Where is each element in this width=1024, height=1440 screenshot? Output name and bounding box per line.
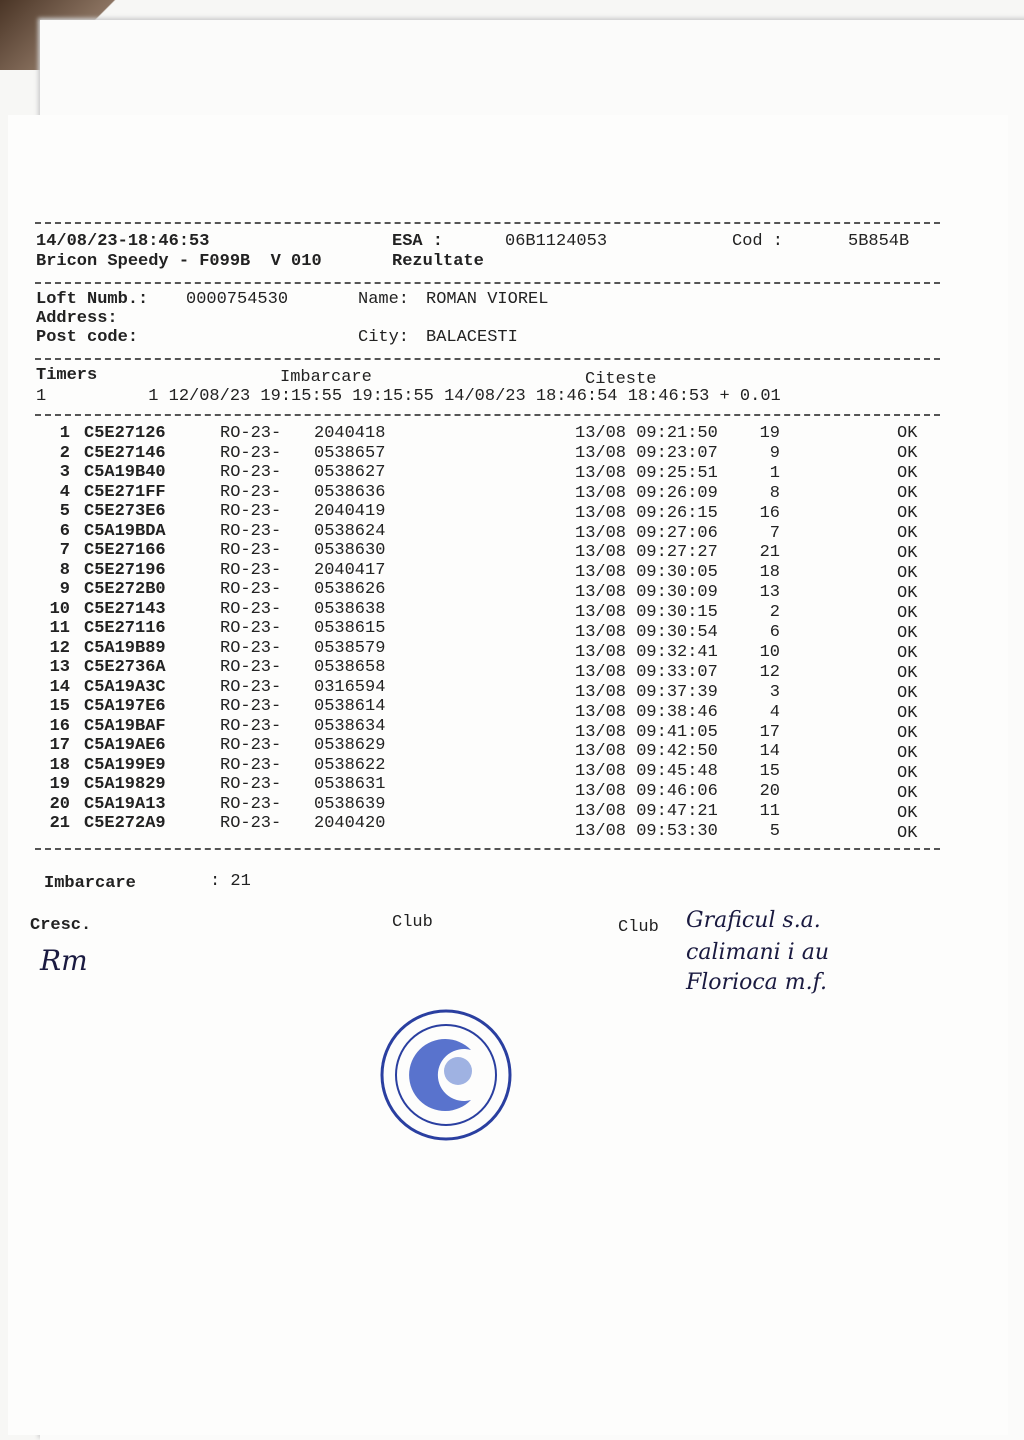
status: OK [897, 744, 918, 763]
esa-label: ESA : [392, 232, 444, 251]
loft-label: Loft Numb.: [36, 290, 149, 309]
ring-prefix: RO-23- [220, 424, 282, 443]
datetime: 14/08/23-18:46:53 [36, 232, 210, 251]
place: 20 [759, 782, 780, 802]
arrival-time: 13/08 09:32:41 [575, 642, 718, 662]
arrival-time: 13/08 09:26:15 [575, 503, 718, 523]
handwritten-note-3: Florioca m.f. [686, 970, 827, 995]
ring-number: 0538631 [314, 775, 386, 794]
row-number: 19 [49, 775, 70, 794]
arrival-time: 13/08 09:41:05 [575, 722, 718, 742]
ring-number: 0538614 [314, 697, 386, 716]
ring-prefix: RO-23- [220, 658, 282, 677]
ring-number: 0538626 [314, 580, 386, 599]
table-row [0, 599, 1000, 623]
pigeon-code: C5A19BDA [84, 521, 166, 541]
ring-prefix: RO-23- [220, 677, 282, 697]
arrival-time: 13/08 09:38:46 [575, 702, 718, 722]
signature: Rm [40, 944, 88, 977]
divider [35, 358, 940, 360]
table-row [0, 794, 1000, 823]
imbarcare-total-label: Imbarcare [44, 874, 136, 893]
row-number: 5 [59, 502, 70, 521]
row-number: 11 [49, 619, 70, 638]
ring-number: 0538657 [314, 443, 386, 463]
ring-prefix: RO-23- [220, 541, 282, 560]
arrival-time: 13/08 09:21:50 [575, 424, 718, 443]
arrival-time: 13/08 09:30:15 [575, 603, 718, 623]
arrival-time: 13/08 09:53:30 [575, 822, 718, 841]
pigeon-code: C5E27126 [84, 424, 166, 443]
table-row [0, 561, 1000, 581]
row-number: 16 [49, 716, 70, 736]
pigeon-code: C5E271FF [84, 482, 166, 502]
ring-number: 0538624 [314, 521, 386, 541]
pigeon-code: C5E27166 [84, 541, 166, 560]
arrival-time: 13/08 09:30:05 [575, 563, 718, 583]
status: OK [897, 564, 918, 583]
cod-label: Cod : [732, 232, 784, 251]
divider [35, 222, 940, 224]
ring-prefix: RO-23- [220, 502, 282, 521]
status: OK [897, 464, 918, 483]
ring-prefix: RO-23- [220, 638, 282, 658]
status: OK [897, 484, 918, 503]
place: 19 [759, 424, 780, 443]
ring-number: 0538639 [314, 794, 386, 814]
ring-prefix: RO-23- [220, 580, 282, 599]
name-value: ROMAN VIOREL [426, 290, 549, 309]
status: OK [897, 624, 918, 643]
pigeon-code: C5E27146 [84, 443, 166, 463]
status: OK [897, 704, 918, 723]
row-number: 3 [59, 463, 70, 482]
arrival-time: 13/08 09:46:06 [575, 782, 718, 802]
club-label-1: Club [392, 913, 433, 932]
table-row [0, 502, 1000, 522]
place: 21 [759, 543, 780, 563]
pigeon-code: C5A19A3C [84, 677, 166, 697]
row-number: 7 [59, 541, 70, 560]
status: OK [897, 804, 918, 823]
status: OK [897, 644, 918, 663]
pigeon-code: C5A19B89 [84, 638, 166, 658]
place: 12 [759, 662, 780, 682]
handwritten-note-2: calimani i au [686, 940, 829, 965]
ring-number: 0538636 [314, 482, 386, 502]
divider [35, 848, 940, 850]
arrival-time: 13/08 09:37:39 [575, 682, 718, 702]
row-number: 9 [59, 580, 70, 599]
device: Bricon Speedy - F099B V 010 [36, 252, 322, 271]
ring-number: 2040420 [314, 814, 386, 833]
table-row [0, 444, 1000, 464]
place: 9 [769, 443, 780, 463]
arrival-time: 13/08 09:26:09 [575, 483, 718, 503]
ring-prefix: RO-23- [220, 755, 282, 775]
ring-number: 0538634 [314, 716, 386, 736]
divider [35, 414, 940, 416]
ring-number: 0316594 [314, 677, 386, 697]
ring-number: 0538615 [314, 619, 386, 638]
pigeon-code: C5E27116 [84, 619, 166, 638]
pigeon-code: C5A199E9 [84, 755, 166, 775]
table-row [0, 522, 1000, 542]
place: 14 [759, 742, 780, 762]
ring-prefix: RO-23- [220, 697, 282, 716]
status: OK [897, 584, 918, 603]
handwritten-note-1: Graficul s.a. [686, 908, 821, 933]
report-title: Rezultate [392, 252, 484, 271]
table-row [0, 677, 1000, 703]
arrival-time: 13/08 09:33:07 [575, 662, 718, 682]
status: OK [897, 824, 918, 843]
ring-number: 0538622 [314, 755, 386, 775]
arrival-time: 13/08 09:45:48 [575, 762, 718, 782]
pigeon-code: C5A19B40 [84, 463, 166, 482]
arrival-time: 13/08 09:25:51 [575, 463, 718, 483]
table-row [0, 736, 1000, 763]
table-row [0, 658, 1000, 683]
pigeon-code: C5A19AE6 [84, 736, 166, 755]
city-value: BALACESTI [426, 328, 518, 347]
ring-prefix: RO-23- [220, 521, 282, 541]
table-row [0, 541, 1000, 561]
ring-number: 2040418 [314, 424, 386, 443]
arrival-time: 13/08 09:30:54 [575, 623, 718, 642]
ring-number: 0538627 [314, 463, 386, 482]
place: 1 [769, 463, 780, 483]
place: 10 [759, 642, 780, 662]
ring-prefix: RO-23- [220, 775, 282, 794]
row-number: 13 [49, 658, 70, 677]
ring-prefix: RO-23- [220, 482, 282, 502]
place: 16 [759, 503, 780, 523]
row-number: 2 [59, 443, 70, 463]
ring-prefix: RO-23- [220, 814, 282, 833]
row-number: 17 [49, 736, 70, 755]
ring-number: 0538658 [314, 658, 386, 677]
pigeon-code: C5E27196 [84, 560, 166, 580]
ring-number: 2040419 [314, 502, 386, 521]
loft-value: 0000754530 [186, 290, 289, 309]
table-row [0, 814, 1000, 843]
row-number: 1 [59, 424, 70, 443]
place: 11 [759, 802, 780, 822]
divider [35, 282, 940, 284]
pigeon-code: C5E273E6 [84, 502, 166, 521]
status: OK [897, 444, 918, 463]
row-number: 14 [49, 677, 70, 697]
cresc-label: Cresc. [30, 916, 92, 935]
table-row [0, 755, 1000, 783]
timer-line: 1 1 12/08/23 19:15:55 19:15:55 14/08/23 18:46:54 18:46:53 + 0.01 [36, 387, 781, 406]
place: 15 [759, 762, 780, 782]
table-row [0, 638, 1000, 663]
cod-value: 5B854B [848, 232, 910, 251]
arrival-time: 13/08 09:27:27 [575, 543, 718, 563]
arrival-time: 13/08 09:30:09 [575, 583, 718, 603]
table-row [0, 483, 1000, 503]
row-number: 10 [49, 599, 70, 619]
pigeon-code: C5E2736A [84, 658, 166, 677]
row-number: 15 [49, 697, 70, 716]
table-row [0, 619, 1000, 643]
ring-prefix: RO-23- [220, 619, 282, 638]
esa-value: 06B1124053 [505, 232, 608, 251]
status: OK [897, 524, 918, 543]
imbarcare-total-value: : 21 [210, 872, 251, 891]
table-row [0, 775, 1000, 803]
table-row [0, 580, 1000, 603]
status: OK [897, 424, 918, 443]
status: OK [897, 684, 918, 703]
arrival-time: 13/08 09:23:07 [575, 443, 718, 463]
ring-prefix: RO-23- [220, 736, 282, 755]
status: OK [897, 504, 918, 523]
status: OK [897, 784, 918, 803]
row-number: 4 [59, 482, 70, 502]
name-label: Name: [358, 290, 410, 309]
status: OK [897, 544, 918, 563]
table-row [0, 716, 1000, 743]
pigeon-code: C5A197E6 [84, 697, 166, 716]
table-row [0, 463, 1000, 483]
ring-prefix: RO-23- [220, 794, 282, 814]
ring-prefix: RO-23- [220, 443, 282, 463]
address-label: Address: [36, 309, 118, 328]
postcode-label: Post code: [36, 328, 139, 347]
place: 3 [769, 682, 780, 702]
citeste-label: Citeste [585, 370, 657, 389]
ring-number: 0538638 [314, 599, 386, 619]
ring-number: 0538579 [314, 638, 386, 658]
place: 13 [759, 583, 780, 603]
status: OK [897, 664, 918, 683]
pigeon-code: C5A19A13 [84, 794, 166, 814]
ring-number: 0538630 [314, 541, 386, 560]
place: 4 [769, 702, 780, 722]
pigeon-code: C5E27143 [84, 599, 166, 619]
row-number: 20 [49, 794, 70, 814]
row-number: 21 [49, 814, 70, 833]
status: OK [897, 604, 918, 623]
row-number: 12 [49, 638, 70, 658]
place: 6 [769, 623, 780, 642]
row-number: 6 [59, 521, 70, 541]
place: 17 [759, 722, 780, 742]
place: 8 [769, 483, 780, 503]
pigeon-code: C5A19BAF [84, 716, 166, 736]
arrival-time: 13/08 09:42:50 [575, 742, 718, 762]
row-number: 8 [59, 560, 70, 580]
row-number: 18 [49, 755, 70, 775]
place: 5 [769, 822, 780, 841]
ring-number: 0538629 [314, 736, 386, 755]
place: 18 [759, 563, 780, 583]
ring-prefix: RO-23- [220, 599, 282, 619]
status: OK [897, 724, 918, 743]
pigeon-code: C5E272B0 [84, 580, 166, 599]
table-row [0, 697, 1000, 723]
club-label-2: Club [618, 918, 659, 937]
status: OK [897, 764, 918, 783]
club-stamp [376, 1005, 516, 1145]
arrival-time: 13/08 09:47:21 [575, 802, 718, 822]
ring-prefix: RO-23- [220, 560, 282, 580]
ring-prefix: RO-23- [220, 463, 282, 482]
ring-number: 2040417 [314, 560, 386, 580]
ring-prefix: RO-23- [220, 716, 282, 736]
imbarcare-label: Imbarcare [280, 368, 372, 387]
table-row [0, 424, 1000, 444]
city-label: City: [358, 328, 410, 347]
place: 2 [769, 603, 780, 623]
pigeon-code: C5E272A9 [84, 814, 166, 833]
pigeon-code: C5A19829 [84, 775, 166, 794]
arrival-time: 13/08 09:27:06 [575, 523, 718, 543]
timers-label: Timers [36, 366, 98, 385]
place: 7 [769, 523, 780, 543]
